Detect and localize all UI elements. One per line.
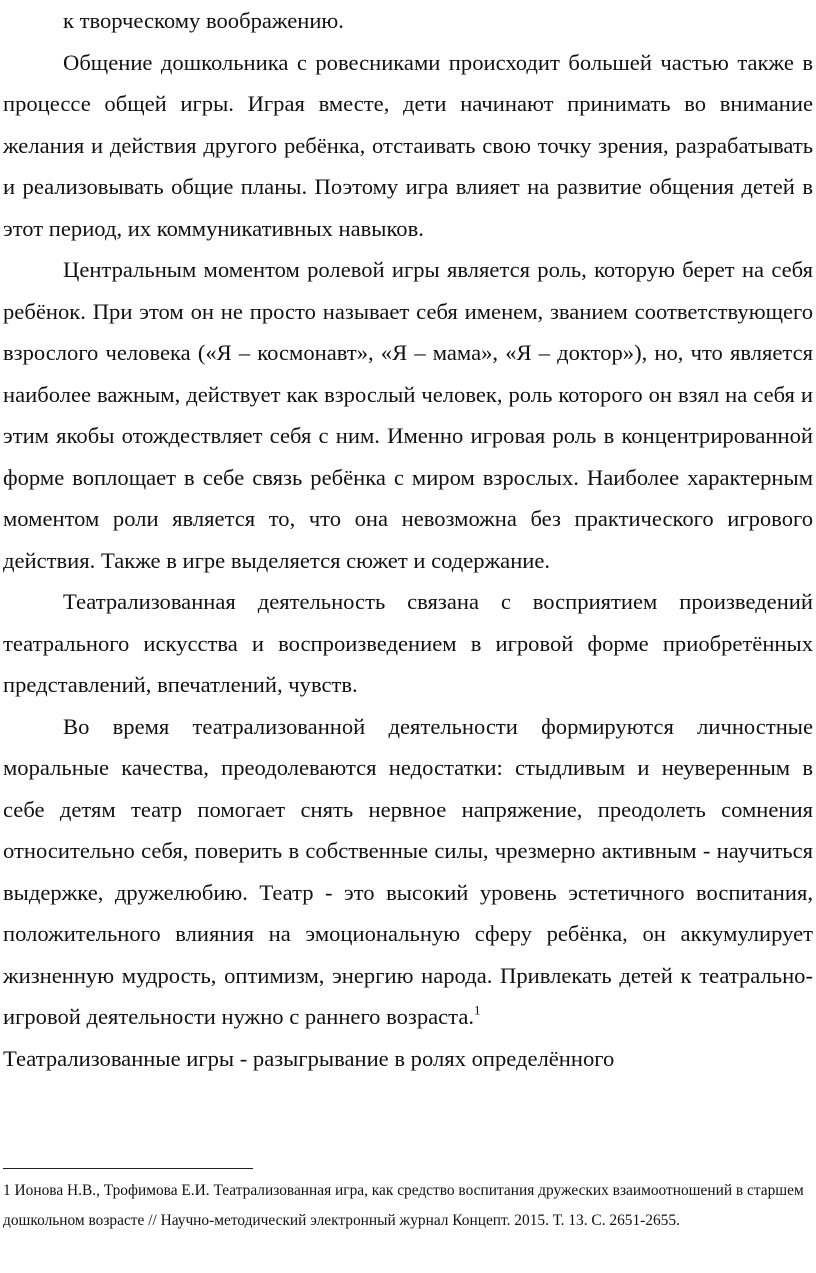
- paragraph-communication: Общение дошкольника с ровесниками происходит большей частью также в процессе общей игры. Играя вместе, дети начинают принимать во внимание желания и действия другого ребёнка, отстаивать свою точку зрения, разрабатывать и реализовывать общие планы. Поэтому игра влияет на развитие общения детей в этот период, их коммуникативных навыков.: [3, 49, 813, 241]
- tail-line: Театрализованные игры - разыгрывание в ролях определённого: [3, 1045, 615, 1071]
- footnote-text: 1 Ионова Н.В., Трофимова Е.И. Театрализованная игра, как средство воспитания дружеских взаимоотношений в старшем дошкольном возрасте // Научно-методический электронный журнал Концепт. 2015. Т. 13. С. 2651-2655.: [3, 1182, 804, 1229]
- main-text: [3, 0, 813, 1079]
- footnote-reference: 1: [474, 1002, 481, 1018]
- footnote-divider: [3, 1168, 253, 1169]
- paragraph-theatre-benefits: [3, 706, 813, 1038]
- continuation-line: к творческому воображению.: [63, 8, 344, 33]
- paragraph-theatre-benefits-text: Во время театрализованной деятельности формируются личностные моральные качества, преодолеваются недостатки: стыдливым и неуверенным в себе детям театр помогает снять нервное напряжение, преодолеть сомнения относительно себя, поверить в собственные силы, чрезмерно активным - научиться выдержке, дружелюбию. Театр - это высокий уровень эстетичного воспитания, положительного влияния на эмоциональную сферу ребёнка, он аккумулирует жизненную мудрость, оптимизм, энергию народа. Привлекать детей к театрально-игровой деятельности нужно с раннего возраста.: [3, 713, 813, 1029]
- footnote: [3, 1176, 811, 1236]
- paragraph-theatre-activity: Театрализованная деятельность связана с восприятием произведений театрального искусства и воспроизведением в игровой форме приобретённых представлений, впечатлений, чувств.: [3, 589, 813, 697]
- paragraph-role: Центральным моментом ролевой игры является роль, которую берет на себя ребёнок. При этом он не просто называет себя именем, званием соответствующего взрослого человека («Я – космонавт», «Я – мама», «Я – доктор»), но, что является наиболее важным, действует как взрослый человек, роль которого он взял на себя и этим якобы отождествляет себя с ним. Именно игровая роль в концентрированной форме воплощает в себе связь ребёнка с миром взрослых. Наиболее характерным моментом роли является то, что она невозможна без практического игрового действия. Также в игре выделяется сюжет и содержание.: [3, 257, 813, 573]
